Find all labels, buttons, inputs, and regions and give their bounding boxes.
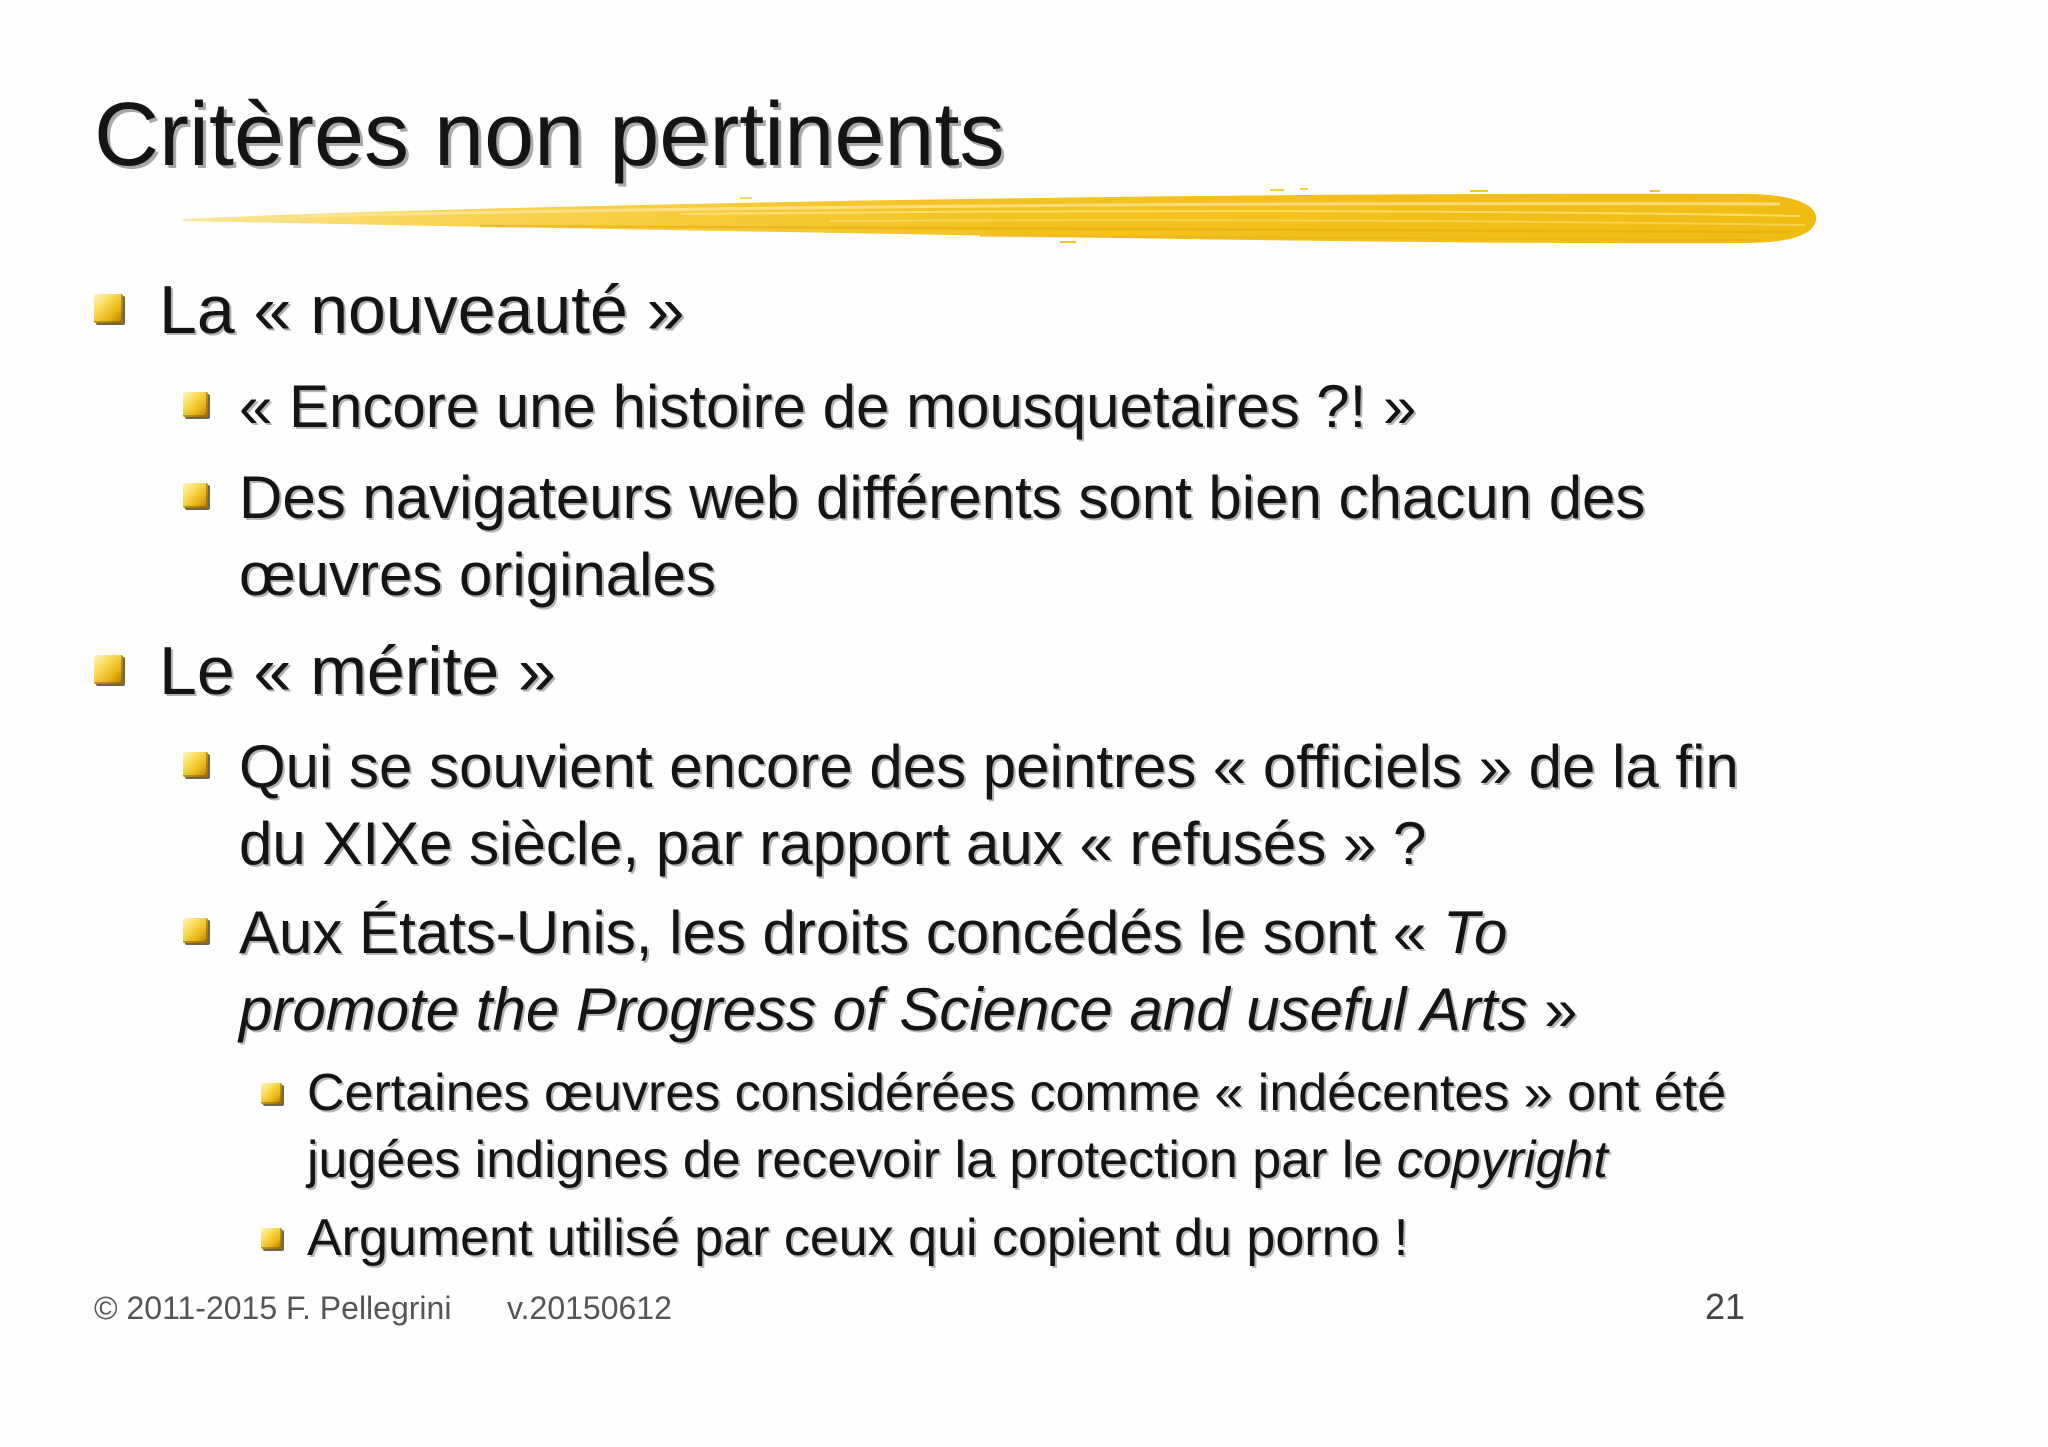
footer-copyright: © 2011-2015 F. Pellegrini	[94, 1290, 452, 1326]
page-number: 21	[1705, 1286, 1746, 1327]
bullet-text-line: Qui se souvient encore des peintres « officiels » de la fin	[239, 733, 1739, 800]
italic-text-run: copyright	[1396, 1131, 1608, 1189]
brush-speck	[1300, 188, 1308, 190]
bullet-item-merite	[159, 631, 556, 711]
slide-title: Critères non pertinents	[94, 85, 1005, 185]
brush-speck	[1650, 190, 1660, 192]
sub-bullet-item-etats-unis	[239, 894, 1578, 1048]
square-bullet-icon	[183, 392, 208, 417]
sub-bullet-item-peintres	[239, 728, 1739, 882]
bullet-text-line: Certaines œuvres considérées comme « indécentes » ont été	[307, 1064, 1727, 1122]
brush-speck	[740, 197, 752, 199]
italic-text-run: To	[1442, 899, 1508, 966]
text-run: »	[1527, 976, 1578, 1043]
sub-sub-bullet-item-argument	[307, 1205, 1408, 1272]
bullet-text-line: du XIXe siècle, par rapport aux « refusés » ?	[239, 810, 1427, 877]
bullet-text-line: Argument utilisé par ceux qui copient du porno !	[307, 1209, 1409, 1267]
footer-version: v.20150612	[507, 1290, 672, 1326]
bullet-text-line: « Encore une histoire de mousquetaires ?! »	[239, 373, 1417, 440]
square-bullet-icon	[183, 918, 208, 943]
brush-speck	[1470, 190, 1488, 192]
text-run: Aux États-Unis, les droits concédés le sont «	[239, 899, 1443, 966]
square-bullet-icon	[94, 294, 123, 323]
square-bullet-icon	[183, 483, 208, 508]
sub-sub-bullet-item-indecentes	[307, 1060, 1726, 1194]
square-bullet-icon	[261, 1083, 282, 1104]
bullet-text: Le « mérite »	[159, 633, 556, 709]
sub-bullet-item-navigateurs	[239, 459, 1645, 613]
square-bullet-icon	[94, 655, 123, 684]
sub-bullet-item-mousquetaires	[239, 368, 1416, 445]
bullet-item-nouveaute	[159, 270, 685, 350]
brush-speck	[1060, 241, 1076, 243]
brush-stroke-underline	[180, 185, 1820, 253]
bullet-text: La « nouveauté »	[159, 272, 685, 348]
square-bullet-icon	[261, 1228, 282, 1249]
bullet-text-line: œuvres originales	[239, 541, 716, 608]
bullet-text-line	[307, 1127, 1726, 1194]
bullet-text-line: Des navigateurs web différents sont bien chacun des	[239, 464, 1646, 531]
bullet-text-line	[239, 971, 1578, 1048]
text-run: jugées indignes de recevoir la protection par le	[307, 1131, 1397, 1189]
square-bullet-icon	[183, 752, 208, 777]
brush-speck	[1270, 189, 1284, 191]
italic-text-run: promote the Progress of Science and useful Arts	[239, 976, 1528, 1043]
bullet-text-line	[239, 894, 1578, 971]
